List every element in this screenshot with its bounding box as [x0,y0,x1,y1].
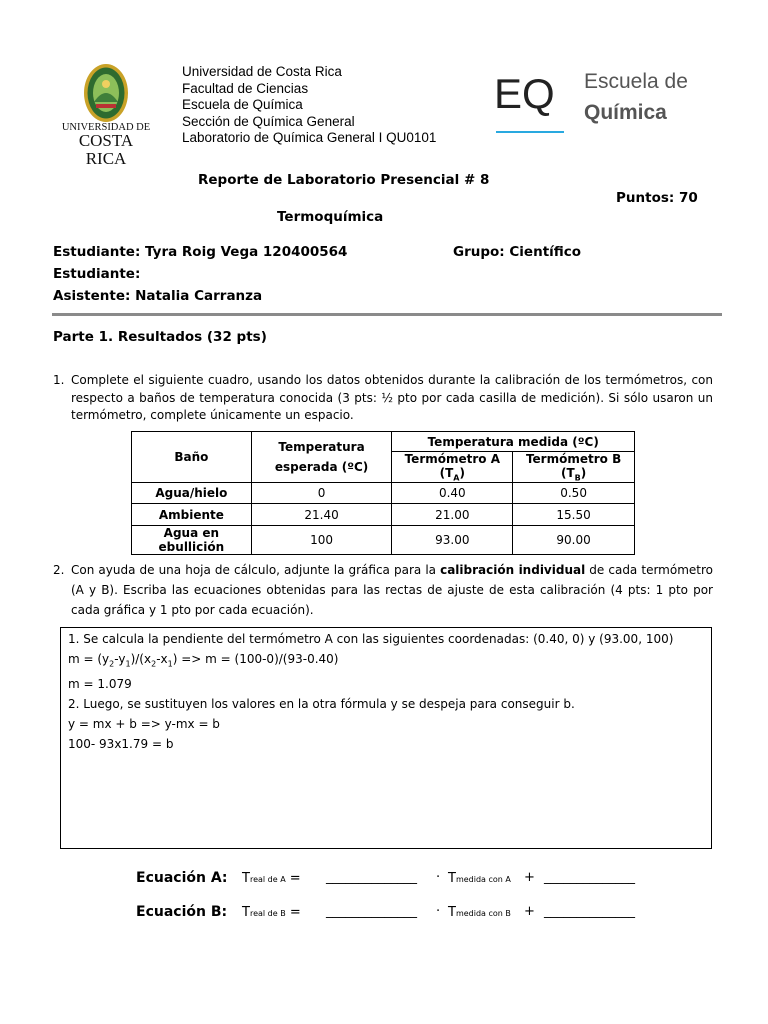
eq-subscript: real de A [249,875,286,884]
report-title: Reporte de Laboratorio Presencial # 8 [198,172,490,188]
equation-a-plus: + [524,870,535,885]
answer-part: m = (y [68,652,110,666]
table-cell-expected: 0 [251,483,392,504]
question-text-part: Con ayuda de una hoja de cálculo, adjunte la gráfica para la [71,563,441,577]
eq-symbol: T [242,871,250,886]
institution-line: Facultad de Ciencias [182,80,309,96]
header-text: Termómetro A (T [404,452,500,480]
institution-line: Universidad de Costa Rica [182,64,342,79]
answer-sub: 1 [125,659,131,669]
table-header-thermometer-b [513,452,635,483]
points-label: Puntos: 70 [616,190,698,206]
table-cell-b: 15.50 [513,504,635,526]
table-cell-bath: Agua/hielo [132,483,252,504]
table-header-thermometer-a [392,452,513,483]
table-cell-expected: 100 [251,526,392,555]
table-header-expected [251,432,392,483]
equation-b-blank-intercept[interactable]: ______________ [544,904,635,919]
header-subscript: A [453,473,460,483]
equation-b-blank-slope[interactable]: ______________ [326,904,417,919]
answer-part: ) => m = (100-0)/(93-0.40) [172,652,339,666]
ucr-seal-icon [58,62,154,124]
table-cell-bath: Ambiente [132,504,252,526]
student-1: Estudiante: Tyra Roig Vega 120400564 [53,244,348,260]
header-paren: ) [580,466,587,480]
table-cell-a: 0.40 [392,483,513,504]
table-header-bath: Baño [132,432,252,483]
question-text [71,560,713,620]
eq-logo-text-bottom: Química [584,101,667,124]
table-row [132,483,635,504]
eq-symbol: T [448,871,456,886]
answer-line [68,649,704,674]
question-text-part: de cada termómetro (A y B). Escriba las ecuaciones obtenidas para las rectas de ajuste de esta calibración (4 pts: 1 pto por cada gráfica y 1 pto por cada ecuación). [71,563,713,617]
header-text: Termómetro B (T [525,452,622,480]
table-cell-b: 0.50 [513,483,635,504]
eq-symbol: T [448,905,456,920]
table-cell-b: 90.00 [513,526,635,555]
header-paren: ) [459,466,465,480]
equation-b-real [242,905,301,920]
table-header-expected-line: esperada (ºC) [274,460,369,475]
part-title: Parte 1. Resultados (32 pts) [53,329,267,345]
question-number: 1. [53,373,65,387]
table-cell-a: 21.00 [392,504,513,526]
ucr-logo [58,62,154,168]
group-label: Grupo: Científico [453,244,582,260]
student-2: Estudiante: [53,266,141,282]
question-number: 2. [53,563,65,577]
table-cell-expected: 21.40 [251,504,392,526]
eq-logo-mark: EQ [494,70,555,117]
table-header-measured: Temperatura medida (ºC) [392,432,635,452]
answer-line: 2. Luego, se sustituyen los valores en la otra fórmula y se despeja para conseguir b. [68,697,575,712]
institution-block [182,64,436,147]
header-subscript: B [574,473,581,483]
answer-line: y = mx + b => y-mx = b [68,717,220,732]
equation-a-real [242,871,301,886]
divider [52,313,722,316]
equation-a-blank-slope[interactable]: ______________ [326,870,417,885]
eq-symbol: T [242,905,250,920]
answer-sub: 2 [151,659,157,669]
table-row [132,504,635,526]
eq-logo [494,68,704,138]
table-cell-bath: Agua en ebullición [132,526,252,555]
eq-subscript: medida con B [455,909,511,918]
eq-equals: = [285,905,301,920]
equation-a-blank-intercept[interactable]: ______________ [544,870,635,885]
answer-box[interactable] [60,627,712,849]
table-row [132,526,635,555]
question-text-bold: calibración individual [440,563,586,577]
ucr-logo-text-bottom: COSTA RICA [78,131,134,168]
equation-b-dot: · [436,904,441,919]
answer-sub: 1 [167,659,173,669]
ucr-logo-text-top: UNIVERSIDAD DE [61,122,151,133]
answer-sub: 2 [109,659,115,669]
eq-subscript: real de B [249,909,286,918]
equation-b-label: Ecuación B: [136,904,228,920]
answer-line: m = 1.079 [68,677,132,692]
assistant: Asistente: Natalia Carranza [53,288,263,304]
eq-logo-underline [496,131,564,133]
institution-line: Escuela de Química [182,97,303,112]
equation-a-row [136,870,656,890]
equation-a-measured [448,871,511,886]
report-subtitle: Termoquímica [277,209,384,225]
equation-b-row [136,904,656,924]
equation-b-measured [448,905,511,920]
answer-part: -y [114,652,126,666]
calibration-table [131,431,635,555]
eq-logo-text-top: Escuela de [584,70,688,93]
table-cell-a: 93.00 [392,526,513,555]
institution-line: Sección de Química General [182,113,355,129]
answer-part: -x [156,652,168,666]
eq-equals: = [285,871,301,886]
question-2 [53,560,713,620]
equation-b-plus: + [524,904,535,919]
eq-subscript: medida con A [455,875,511,884]
equation-a-label: Ecuación A: [136,870,228,886]
table-header-expected-line: Temperatura [278,440,365,455]
answer-line: 100- 93x1.79 = b [68,737,174,752]
institution-line: Laboratorio de Química General I QU0101 [182,130,437,145]
equation-a-dot: · [436,870,441,885]
question-1 [53,372,713,425]
answer-part: )/(x [130,652,152,666]
answer-line: 1. Se calcula la pendiente del termómetro A con las siguientes coordenadas: (0.40, 0) y (93.00, 100) [68,632,674,646]
question-text: Complete el siguiente cuadro, usando los datos obtenidos durante la calibración de los termómetros, con respecto a baños de temperatura conocida (3 pts: ½ pto por cada casilla de medición). Si sólo usaron un termómetro, complete únicamente un espacio. [71,373,713,422]
